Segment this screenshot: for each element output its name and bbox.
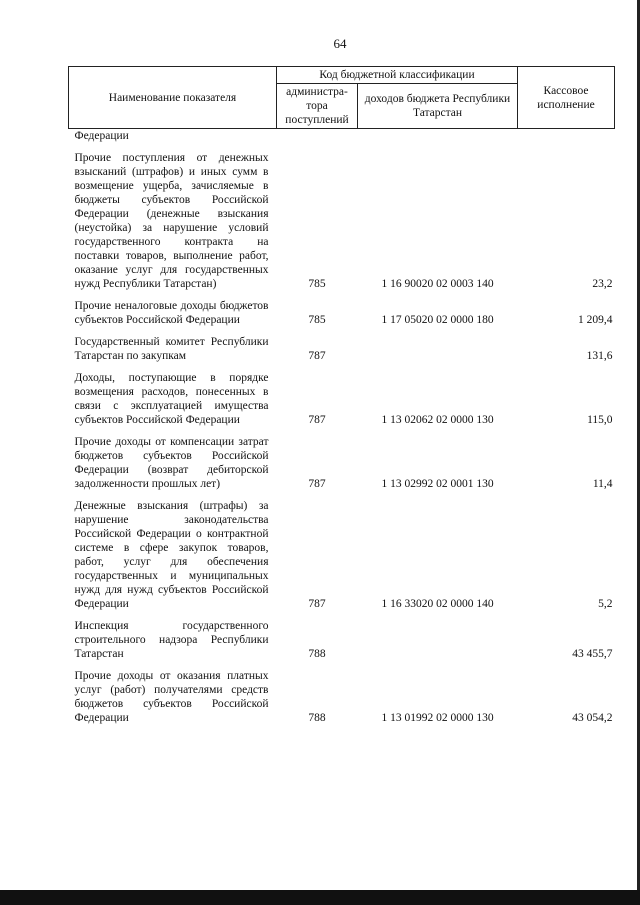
row-code bbox=[358, 612, 518, 662]
row-admin: 787 bbox=[308, 350, 326, 362]
header-sum: Кассовое исполнение bbox=[518, 67, 615, 129]
header-revenue: доходов бюджета Республики Татарстан bbox=[358, 84, 518, 129]
row-sum: 43 054,2 bbox=[572, 712, 613, 724]
row-admin: 788 bbox=[308, 648, 326, 660]
table-row bbox=[69, 144, 615, 292]
table-row bbox=[69, 129, 615, 145]
row-name: Федерации bbox=[74, 130, 129, 142]
row-name: Доходы, поступающие в порядке возмещения расходов, понесенных в связи с эксплуатацией имущества субъектов Российской Федерации bbox=[74, 372, 269, 426]
row-code bbox=[358, 328, 518, 364]
row-name: Государственный комитет Республики Татарстан по закупкам bbox=[74, 336, 269, 362]
header-name: Наименование показателя bbox=[69, 67, 277, 129]
row-code: 1 13 02992 02 0001 130 bbox=[381, 478, 494, 490]
row-name: Прочие неналоговые доходы бюджетов субъектов Российской Федерации bbox=[74, 300, 269, 326]
row-name: Прочие доходы от компенсации затрат бюджетов субъектов Российской Федерации (возврат дебиторской задолженности прошлых лет) bbox=[74, 436, 269, 490]
row-code bbox=[358, 129, 518, 145]
row-admin: 787 bbox=[308, 414, 326, 426]
row-admin: 785 bbox=[308, 314, 326, 326]
row-code: 1 16 33020 02 0000 140 bbox=[381, 598, 494, 610]
table-row bbox=[69, 662, 615, 726]
row-sum: 5,2 bbox=[598, 598, 613, 610]
row-sum: 131,6 bbox=[586, 350, 613, 362]
scan-edge-bottom bbox=[0, 890, 640, 905]
row-name: Денежные взыскания (штрафы) за нарушение законодательства Российской Федерации о контрактной системе в сфере закупок товаров, работ, услуг для обеспечения государственных и муниципальных нужд для нужд субъектов Российской Федерации bbox=[74, 500, 269, 610]
table-body bbox=[69, 129, 615, 727]
row-name: Прочие поступления от денежных взысканий (штрафов) и иных сумм в возмещение ущерба, зачисляемые в бюджеты субъектов Российской Федерации (денежные взыскания (неустойка) за нарушение условий государственного контракта на поставки товаров, выполнение работ, оказание услуг для государственных нужд Республики Татарстан) bbox=[74, 152, 269, 290]
table-header bbox=[69, 67, 615, 129]
row-name: Инспекция государственного строительного надзора Республики Татарстан bbox=[74, 620, 269, 660]
row-admin: 788 bbox=[308, 712, 326, 724]
row-sum: 11,4 bbox=[592, 478, 613, 490]
row-sum bbox=[518, 129, 615, 145]
budget-table bbox=[68, 66, 615, 726]
row-name: Прочие доходы от оказания платных услуг (работ) получателями средств бюджетов субъектов Российской Федерации bbox=[74, 670, 269, 724]
row-code: 1 17 05020 02 0000 180 bbox=[381, 314, 494, 326]
row-code: 1 13 02062 02 0000 130 bbox=[381, 414, 494, 426]
header-classification: Код бюджетной классификации bbox=[277, 67, 518, 84]
row-sum: 43 455,7 bbox=[572, 648, 613, 660]
table-row bbox=[69, 612, 615, 662]
row-sum: 1 209,4 bbox=[578, 314, 613, 326]
row-admin: 787 bbox=[308, 478, 326, 490]
row-admin: 787 bbox=[308, 598, 326, 610]
table-row bbox=[69, 428, 615, 492]
table-row bbox=[69, 292, 615, 328]
row-admin: 785 bbox=[308, 278, 326, 290]
row-admin bbox=[277, 129, 358, 145]
page-number: 64 bbox=[333, 36, 347, 51]
row-code: 1 13 01992 02 0000 130 bbox=[381, 712, 494, 724]
table-row bbox=[69, 364, 615, 428]
row-sum: 115,0 bbox=[587, 414, 613, 426]
table-row bbox=[69, 328, 615, 364]
row-code: 1 16 90020 02 0003 140 bbox=[381, 278, 494, 290]
table-row bbox=[69, 492, 615, 612]
header-admin: администра-тора поступлений bbox=[277, 84, 358, 129]
row-sum: 23,2 bbox=[592, 278, 613, 290]
